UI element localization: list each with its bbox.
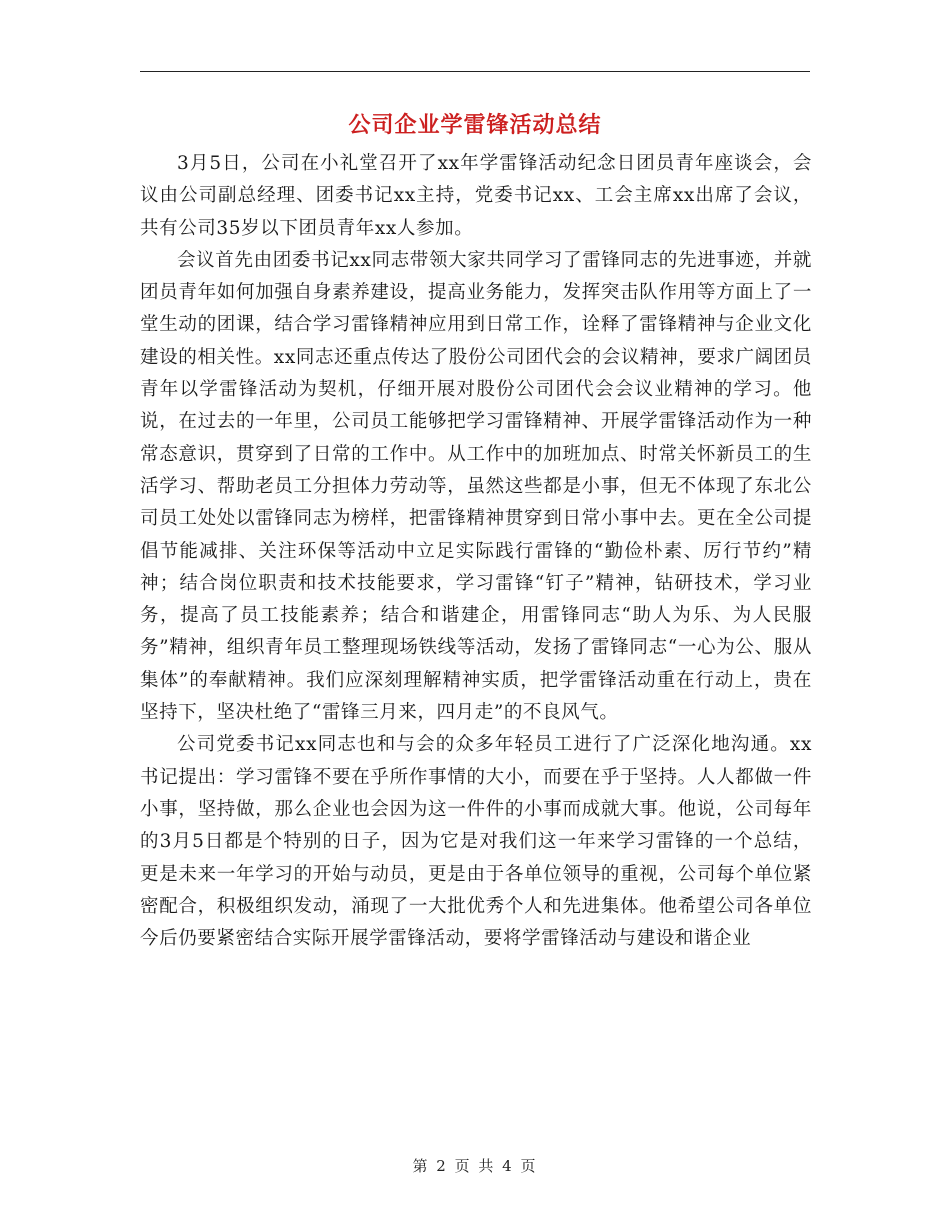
document-body [140, 148, 812, 955]
paragraph: 公司党委书记xx同志也和与会的众多年轻员工进行了广泛深化地沟通。xx书记提出：学习雷锋不要在乎所作事情的大小，而要在乎于坚持。人人都做一件小事，坚持做，那么企业也会因为这一件件的小事而成就大事。他说，公司每年的3月5日都是个特别的日子，因为它是对我们这一年来学习雷锋的一个总结，更是未来一年学习的开始与动员，更是由于各单位领导的重视，公司每个单位紧密配合，积极组织发动，涌现了一大批优秀个人和先进集体。他希望公司各单位今后仍要紧密结合实际开展学雷锋活动，要将学雷锋活动与建设和谐企业 [140, 734, 812, 950]
paragraph: 3月5日，公司在小礼堂召开了xx年学雷锋活动纪念日团员青年座谈会，会议由公司副总经理、团委书记xx主持，党委书记xx、工会主席xx出席了会议，共有公司35岁以下团员青年xx人参加。 [140, 153, 812, 239]
document-title: 公司企业学雷锋活动总结 [348, 113, 602, 138]
header-rule [140, 71, 810, 72]
page-number: 第 2 页 共 4 页 [412, 1157, 538, 1175]
paragraph: 会议首先由团委书记xx同志带领大家共同学习了雷锋同志的先进事迹，并就团员青年如何加强自身素养建设，提高业务能力，发挥突击队作用等方面上了一堂生动的团课，结合学习雷锋精神应用到日常工作，诠释了雷锋精神与企业文化建设的相关性。xx同志还重点传达了股份公司团代会的会议精神，要求广阔团员青年以学雷锋活动为契机，仔细开展对股份公司团代会会议业精神的学习。他说，在过去的一年里，公司员工能够把学习雷锋精神、开展学雷锋活动作为一种常态意识，贯穿到了日常的工作中。从工作中的加班加点、时常关怀新员工的生活学习、帮助老员工分担体力劳动等，虽然这些都是小事，但无不体现了东北公司员工处处以雷锋同志为榜样，把雷锋精神贯穿到日常小事中去。更在全公司提倡节能减排、关注环保等活动中立足实际践行雷锋的“勤俭朴素、厉行节约”精神；结合岗位职责和技术技能要求，学习雷锋“钉子”精神，钻研技术，学习业务，提高了员工技能素养；结合和谐建企，用雷锋同志“助人为乐、为人民服务”精神，组织青年员工整理现场铁线等活动，发扬了雷锋同志“一心为公、服从集体”的奉献精神。我们应深刻理解精神实质，把学雷锋活动重在行动上，贵在坚持下，坚决杜绝了“雷锋三月来，四月走”的不良风气。 [140, 249, 812, 724]
